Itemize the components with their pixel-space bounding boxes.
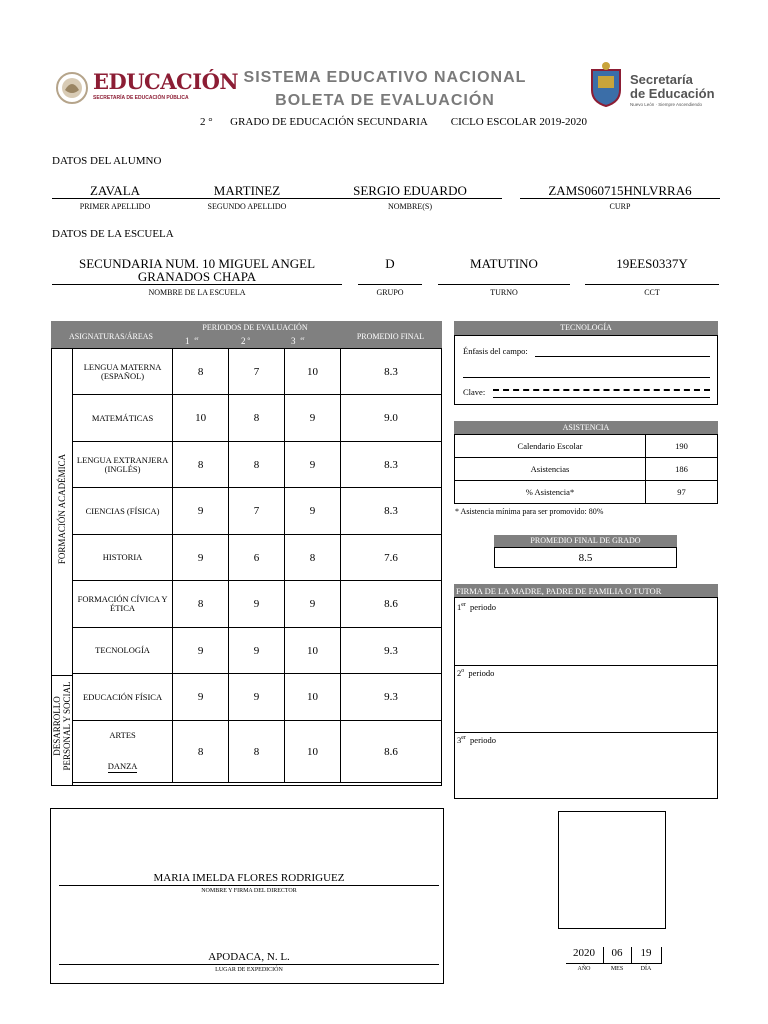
label-first-surname: PRIMER APELLIDO xyxy=(79,202,151,211)
header-period3 xyxy=(291,336,304,346)
subject-name: HISTORIA xyxy=(102,552,143,562)
school-name-line xyxy=(52,284,342,285)
grades-table xyxy=(72,348,442,783)
grade-row xyxy=(73,442,442,488)
grade-row xyxy=(73,674,442,721)
label-day: DÍA xyxy=(640,966,652,972)
subject-name: FORMACIÓN CÍVICA Y ÉTICA xyxy=(77,594,168,613)
period2-num: 2 xyxy=(241,336,246,346)
grade-row xyxy=(73,395,442,442)
group-academic-label: FORMACIÓN ACADÉMICA xyxy=(57,453,67,565)
label-second-surname: SEGUNDO APELLIDO xyxy=(207,202,287,211)
period2-grade: 8 xyxy=(229,442,285,488)
student-section-title: DATOS DEL ALUMNO xyxy=(52,155,162,167)
final-grade: 8.6 xyxy=(340,721,441,783)
period1-grade: 8 xyxy=(173,349,229,395)
sig-p3-word: periodo xyxy=(470,735,497,745)
photo-box xyxy=(558,811,666,929)
period1-grade: 8 xyxy=(173,581,229,628)
label-group: GRUPO xyxy=(376,288,404,297)
sig-p2-num: 2 xyxy=(457,668,462,678)
attendance-label: Calendario Escolar xyxy=(455,435,646,458)
signature-period2 xyxy=(457,668,494,678)
period1-num: 1 xyxy=(185,336,190,346)
period1-grade: 10 xyxy=(173,395,229,442)
grades-header xyxy=(51,321,442,348)
emphasis-line-2 xyxy=(463,377,710,378)
school-shift: MATUTINO xyxy=(470,256,538,271)
group-line xyxy=(358,284,422,285)
emphasis-line xyxy=(535,356,710,357)
subject-cell xyxy=(73,674,173,721)
grade-row xyxy=(73,628,442,674)
signature-period1 xyxy=(457,602,496,612)
grade-row xyxy=(73,581,442,628)
label-month: MES xyxy=(610,966,624,972)
place-line xyxy=(59,964,439,965)
group-personal-line1: DESARROLLO xyxy=(52,696,62,756)
attendance-label: Asistencias xyxy=(455,458,646,481)
school-name-line1: SECUNDARIA NUM. 10 MIGUEL ANGEL xyxy=(78,256,316,271)
sig-p2-sup: o xyxy=(461,668,465,675)
period2-grade: 8 xyxy=(229,721,285,783)
final-grade: 8.3 xyxy=(340,442,441,488)
period1-sup: er xyxy=(194,337,199,342)
final-grade: 9.3 xyxy=(340,674,441,721)
final-average-title: PROMEDIO FINAL DE GRADO xyxy=(494,535,677,547)
grade-row xyxy=(73,535,442,581)
attendance-value: 190 xyxy=(646,435,718,458)
school-section-title: DATOS DE LA ESCUELA xyxy=(52,228,174,240)
signature-divider-2 xyxy=(455,732,717,733)
school-group: D xyxy=(385,256,395,271)
shift-line xyxy=(438,284,570,285)
title-line1: SISTEMA EDUCATIVO NACIONAL xyxy=(243,69,527,86)
period3-grade: 10 xyxy=(284,628,340,674)
student-second-surname: MARTINEZ xyxy=(213,183,281,198)
subject-cell xyxy=(73,488,173,535)
logo-right-sub: Nuevo León · Siempre Ascendiendo xyxy=(630,102,703,107)
subject-name: MATEMÁTICAS xyxy=(91,412,154,423)
period2-grade: 8 xyxy=(229,395,285,442)
key-dashed-line xyxy=(493,389,710,391)
national-seal-icon xyxy=(55,70,89,106)
grade-number: 2 ° xyxy=(200,116,213,128)
period2-grade: 9 xyxy=(229,674,285,721)
student-line xyxy=(52,198,502,199)
period3-grade: 9 xyxy=(284,581,340,628)
header-subjects: ASIGNATURAS/ÁREAS xyxy=(68,332,153,341)
date-line xyxy=(566,963,662,964)
logo-left-sub: SECRETARÍA DE EDUCACIÓN PÚBLICA xyxy=(93,95,189,101)
logo-left-main: EDUCACIÓN xyxy=(93,69,239,94)
header-period1 xyxy=(185,336,198,346)
sub-subject-name: DANZA xyxy=(107,760,138,771)
subject-cell xyxy=(73,581,173,628)
final-grade: 9.0 xyxy=(340,395,441,442)
date-year: 2020 xyxy=(573,947,595,959)
period3-grade: 10 xyxy=(284,721,340,783)
group-academic-cell xyxy=(52,349,73,675)
period1-grade: 9 xyxy=(173,628,229,674)
period3-grade: 10 xyxy=(284,349,340,395)
period1-grade: 9 xyxy=(173,488,229,535)
subject-cell xyxy=(73,535,173,581)
period3-grade: 9 xyxy=(284,395,340,442)
final-average-value: 8.5 xyxy=(494,547,677,568)
period2-grade: 7 xyxy=(229,349,285,395)
attendance-row xyxy=(455,481,718,504)
period3-sup: er xyxy=(300,337,305,342)
period1-grade: 8 xyxy=(173,442,229,488)
final-grade: 8.3 xyxy=(340,488,441,535)
sep-logo xyxy=(55,68,239,108)
period2-grade: 9 xyxy=(229,628,285,674)
subject-name: EDUCACIÓN FÍSICA xyxy=(83,691,163,702)
grade-row xyxy=(73,488,442,535)
header-periods: PERIODOS DE EVALUACIÓN xyxy=(202,323,308,332)
school-name-line2: GRANADOS CHAPA xyxy=(137,269,257,284)
final-grade: 9.3 xyxy=(340,628,441,674)
header-final: PROMEDIO FINAL xyxy=(356,332,425,341)
final-grade: 8.3 xyxy=(340,349,441,395)
emphasis-label: Énfasis del campo: xyxy=(463,346,528,356)
attendance-row xyxy=(455,458,718,481)
group-personal-cell xyxy=(52,675,73,786)
signature-title: FIRMA DE LA MADRE, PADRE DE FAMILIA O TUTOR xyxy=(454,584,718,597)
grade-line xyxy=(200,116,587,128)
header-period2 xyxy=(241,336,250,346)
attendance-value: 186 xyxy=(646,458,718,481)
label-curp: CURP xyxy=(609,202,631,211)
label-shift: TURNO xyxy=(490,288,518,297)
subject-name: LENGUA MATERNA (ESPAÑOL) xyxy=(83,361,162,381)
sig-p2-word: periodo xyxy=(468,668,495,678)
expedition-place: APODACA, N. L. xyxy=(208,951,290,963)
student-curp: ZAMS060715HNLVRRA6 xyxy=(548,183,692,198)
key-label: Clave: xyxy=(463,387,486,397)
final-grade: 8.6 xyxy=(340,581,441,628)
label-school-name: NOMBRE DE LA ESCUELA xyxy=(148,288,246,297)
period3-grade: 10 xyxy=(284,674,340,721)
period3-grade: 8 xyxy=(284,535,340,581)
group-personal-label xyxy=(52,671,72,781)
grade-row xyxy=(73,349,442,395)
technology-box xyxy=(454,335,718,405)
subject-cell xyxy=(73,395,173,442)
attendance-table xyxy=(454,434,718,504)
school-cycle: CICLO ESCOLAR 2019-2020 xyxy=(450,116,588,128)
attendance-title: ASISTENCIA xyxy=(454,421,718,434)
attendance-value: 97 xyxy=(646,481,718,504)
logo-right-main2: de Educación xyxy=(630,86,715,101)
attendance-note: * Asistencia mínima para ser promovido: 80% xyxy=(455,507,604,516)
signature-period3 xyxy=(457,735,496,745)
sig-p3-num: 3 xyxy=(457,735,462,745)
date-sep-3 xyxy=(661,947,662,963)
subject-cell xyxy=(73,442,173,488)
state-shield-icon xyxy=(588,60,624,108)
signature-divider-1 xyxy=(455,665,717,666)
label-cct: CCT xyxy=(644,288,660,297)
period3-grade: 9 xyxy=(284,488,340,535)
sig-p1-num: 1 xyxy=(457,602,462,612)
sig-p3-sup: er xyxy=(461,735,466,742)
period2-grade: 6 xyxy=(229,535,285,581)
grade-row xyxy=(73,721,442,783)
school-cct: 19EES0337Y xyxy=(616,256,688,271)
subject-name: CIENCIAS (FÍSICA) xyxy=(85,505,160,516)
period1-grade: 8 xyxy=(173,721,229,783)
sig-p1-word: periodo xyxy=(470,602,497,612)
period2-sup: o xyxy=(247,337,250,342)
curp-line xyxy=(520,198,720,199)
director-name: MARIA IMELDA FLORES RODRIGUEZ xyxy=(153,872,345,884)
label-year: AÑO xyxy=(577,966,591,972)
subject-name: TECNOLOGÍA xyxy=(95,645,150,655)
grade-label: GRADO DE EDUCACIÓN SECUNDARIA xyxy=(230,116,428,128)
subject-cell xyxy=(73,349,173,395)
label-names: NOMBRE(S) xyxy=(387,202,432,211)
subject-name: LENGUA EXTRANJERA (INGLÉS) xyxy=(76,454,169,474)
date-day: 19 xyxy=(640,947,652,959)
period3-num: 3 xyxy=(291,336,296,346)
student-first-surname: ZAVALA xyxy=(89,183,141,198)
period2-grade: 7 xyxy=(229,488,285,535)
grades-table-wrapper xyxy=(51,348,442,786)
cct-line xyxy=(585,284,719,285)
sig-p1-sup: er xyxy=(461,602,466,609)
key-line xyxy=(493,397,710,398)
director-line xyxy=(59,885,439,886)
date-group xyxy=(566,947,662,977)
place-label: LUGAR DE EXPEDICIÓN xyxy=(215,967,283,973)
attendance-row xyxy=(455,435,718,458)
period3-grade: 9 xyxy=(284,442,340,488)
subject-name: ARTES xyxy=(109,729,136,740)
signature-box xyxy=(454,597,718,799)
group-personal-line2: PERSONAL Y SOCIAL xyxy=(62,681,72,771)
subject-cell xyxy=(73,721,173,783)
director-box xyxy=(50,808,444,984)
nl-logo xyxy=(588,60,738,112)
student-names: SERGIO EDUARDO xyxy=(353,183,467,198)
title-line2: BOLETA DE EVALUACIÓN xyxy=(275,92,495,109)
period1-grade: 9 xyxy=(173,535,229,581)
period1-grade: 9 xyxy=(173,674,229,721)
date-month: 06 xyxy=(611,947,623,959)
logo-right-main1: Secretaría xyxy=(630,72,693,87)
subject-cell xyxy=(73,628,173,674)
period2-grade: 9 xyxy=(229,581,285,628)
attendance-label: % Asistencia* xyxy=(455,481,646,504)
director-label: NOMBRE Y FIRMA DEL DIRECTOR xyxy=(201,888,297,894)
technology-title: TECNOLOGÍA xyxy=(454,321,718,335)
final-grade: 7.6 xyxy=(340,535,441,581)
